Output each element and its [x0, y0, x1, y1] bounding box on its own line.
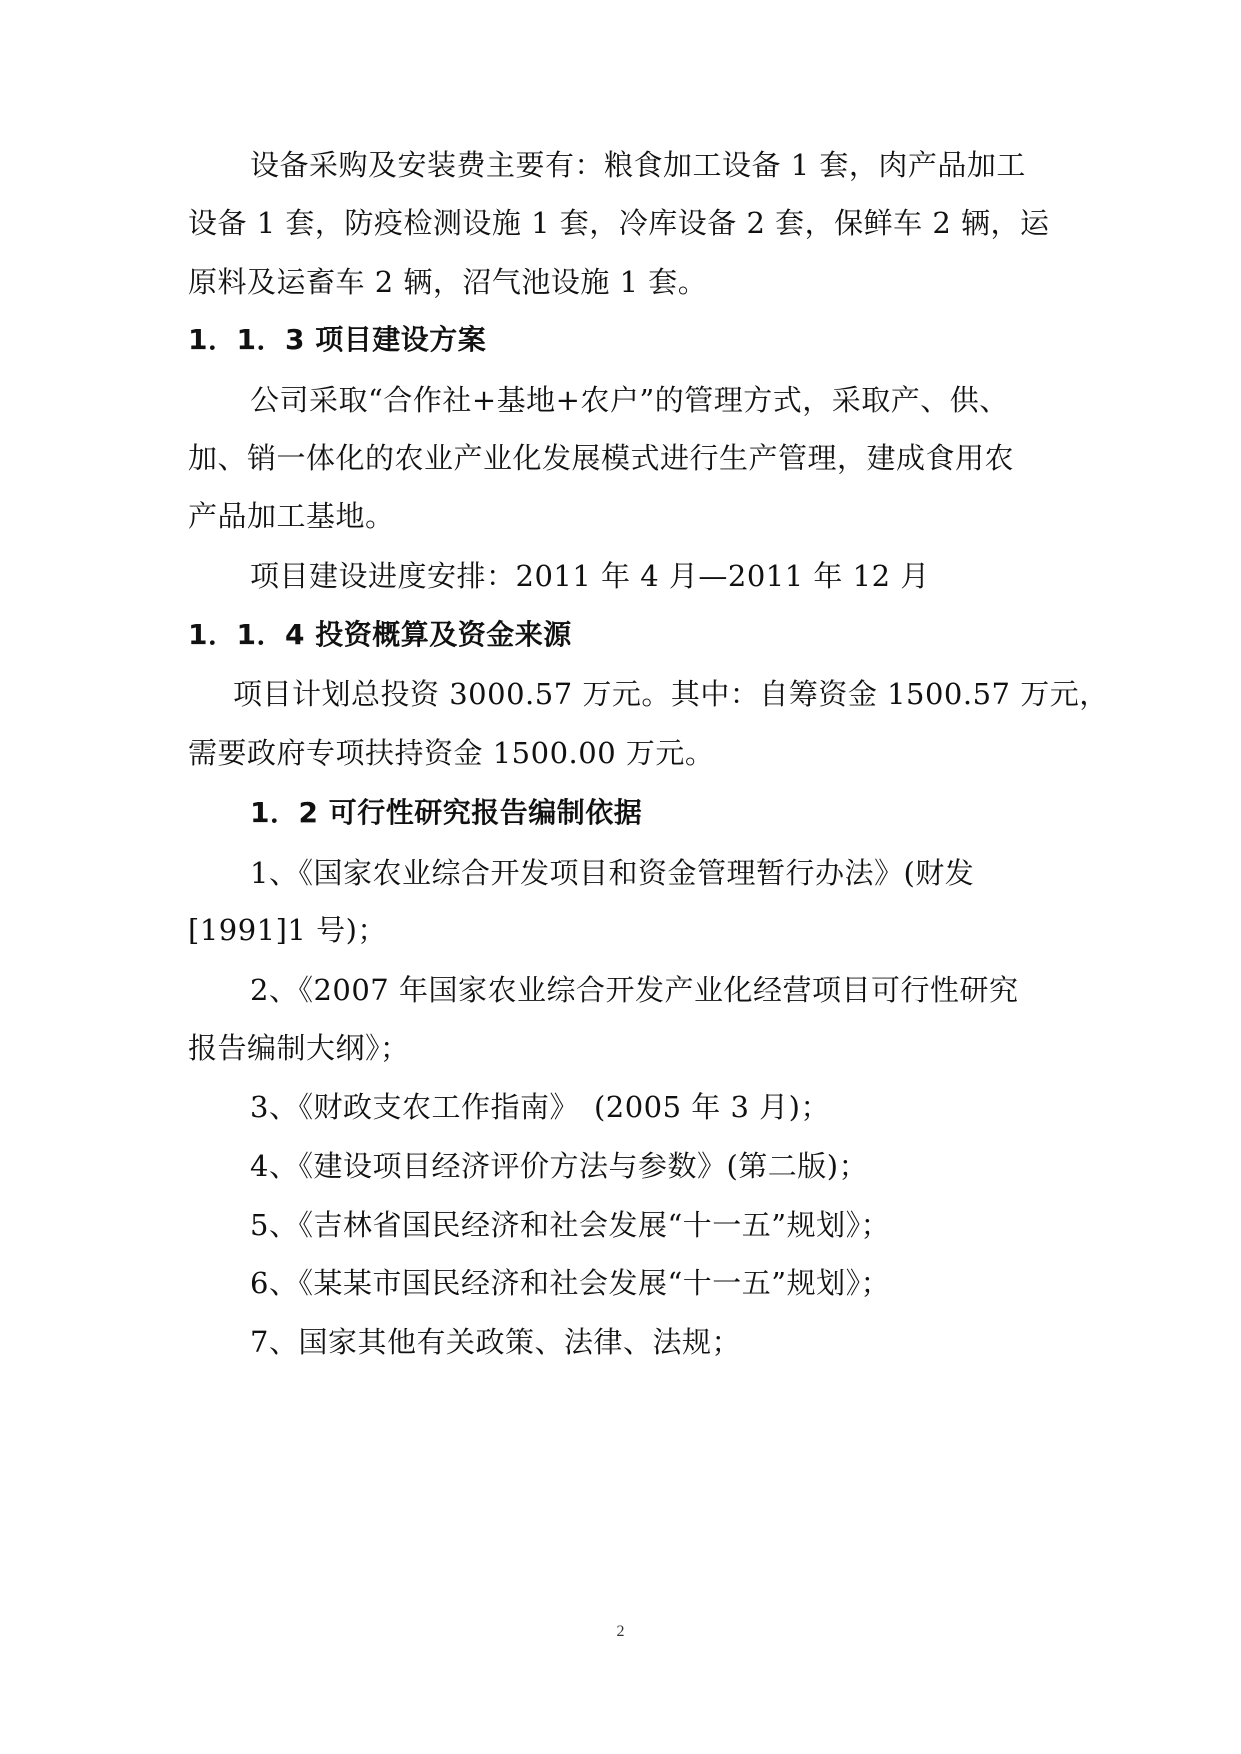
paragraph-plan-line-2: 加、销一体化的农业产业化发展模式进行生产管理，建成食用农	[188, 441, 1015, 475]
basis-item-2-line-1: 2、《2007 年国家农业综合开发产业化经营项目可行性研究	[250, 973, 1019, 1007]
paragraph-plan-line-3: 产品加工基地。	[188, 499, 395, 533]
paragraph-plan-line-1: 公司采取“合作社+基地+农户”的管理方式，采取产、供、	[250, 383, 1009, 417]
heading-1-1-3: 1．1．3 项目建设方案	[188, 323, 487, 356]
basis-item-7: 7、国家其他有关政策、法律、法规；	[250, 1325, 741, 1359]
basis-item-5: 5、《吉林省国民经济和社会发展“十一五”规划》；	[250, 1208, 891, 1242]
page-number: 2	[616, 1623, 625, 1640]
basis-item-1-line-1: 1、《国家农业综合开发项目和资金管理暂行办法》(财发	[250, 856, 975, 890]
paragraph-investment-line-1: 项目计划总投资 3000.57 万元。其中：自筹资金 1500.57 万元，	[233, 677, 1109, 711]
heading-1-2: 1．2 可行性研究报告编制依据	[250, 796, 643, 829]
basis-item-2-line-2: 报告编制大纲》；	[188, 1031, 410, 1065]
paragraph-investment-line-2: 需要政府专项扶持资金 1500.00 万元。	[188, 736, 715, 770]
basis-item-6: 6、《某某市国民经济和社会发展“十一五”规划》；	[250, 1266, 891, 1300]
paragraph-equipment-line-2: 设备 1 套，防疫检测设施 1 套，冷库设备 2 套，保鲜车 2 辆，运	[188, 206, 1050, 240]
basis-item-1-line-2: [1991]1 号)；	[188, 913, 387, 947]
basis-item-4: 4、《建设项目经济评价方法与参数》(第二版)；	[250, 1149, 869, 1183]
paragraph-equipment-line-3: 原料及运畜车 2 辆，沼气池设施 1 套。	[188, 265, 708, 299]
paragraph-equipment-line-1: 设备采购及安装费主要有：粮食加工设备 1 套，肉产品加工	[250, 148, 1026, 182]
paragraph-schedule: 项目建设进度安排：2011 年 4 月—2011 年 12 月	[250, 559, 930, 593]
heading-1-1-4: 1．1．4 投资概算及资金来源	[188, 618, 572, 651]
basis-item-3: 3、《财政支农工作指南》 (2005 年 3 月)；	[250, 1090, 830, 1124]
